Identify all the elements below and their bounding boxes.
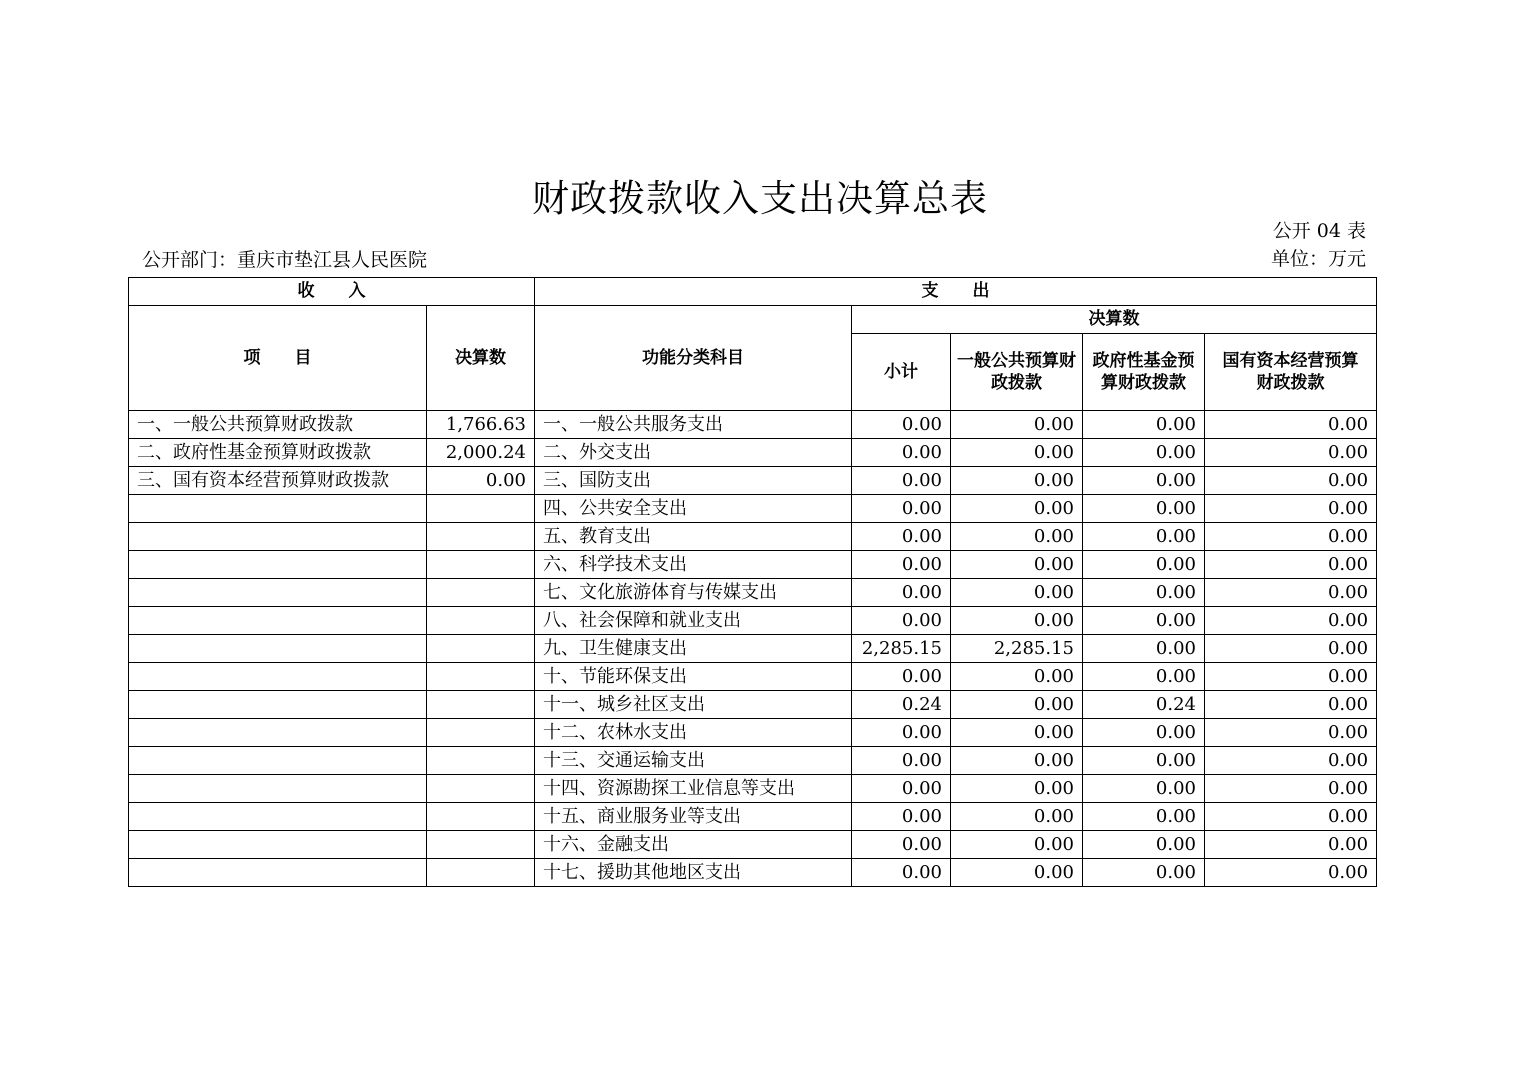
income-amount-cell [427, 495, 535, 523]
state-capital-cell: 0.00 [1205, 719, 1377, 747]
income-item-cell [129, 719, 427, 747]
general-budget-cell: 0.00 [951, 663, 1083, 691]
income-amount-cell [427, 523, 535, 551]
subtotal-cell: 0.00 [852, 663, 951, 691]
category-cell: 四、公共安全支出 [535, 495, 852, 523]
state-capital-cell: 0.00 [1205, 803, 1377, 831]
gov-fund-cell: 0.00 [1083, 803, 1205, 831]
income-item-cell [129, 691, 427, 719]
general-budget-cell: 0.00 [951, 775, 1083, 803]
general-budget-cell: 0.00 [951, 691, 1083, 719]
income-item-cell: 二、政府性基金预算财政拨款 [129, 439, 427, 467]
income-amount-cell [427, 775, 535, 803]
table-row [129, 663, 1377, 691]
state-capital-cell: 0.00 [1205, 775, 1377, 803]
category-cell: 一、一般公共服务支出 [535, 411, 852, 439]
state-capital-cell: 0.00 [1205, 607, 1377, 635]
income-item-cell: 一、一般公共预算财政拨款 [129, 411, 427, 439]
table-row [129, 523, 1377, 551]
category-cell: 二、外交支出 [535, 439, 852, 467]
table-row [129, 495, 1377, 523]
state-capital-header: 国有资本经营预算财政拨款 [1205, 334, 1377, 411]
table-row [129, 775, 1377, 803]
table-row [129, 439, 1377, 467]
category-cell: 十六、金融支出 [535, 831, 852, 859]
state-capital-cell: 0.00 [1205, 523, 1377, 551]
gov-fund-cell: 0.00 [1083, 607, 1205, 635]
category-cell: 十四、资源勘探工业信息等支出 [535, 775, 852, 803]
table-row [129, 635, 1377, 663]
income-item-cell [129, 635, 427, 663]
subtotal-cell: 2,285.15 [852, 635, 951, 663]
category-cell: 十一、城乡社区支出 [535, 691, 852, 719]
general-budget-cell: 0.00 [951, 495, 1083, 523]
subtotal-header: 小计 [852, 334, 951, 411]
category-cell: 九、卫生健康支出 [535, 635, 852, 663]
table-row [129, 579, 1377, 607]
table-row [129, 551, 1377, 579]
state-capital-cell: 0.00 [1205, 411, 1377, 439]
subtotal-cell: 0.00 [852, 775, 951, 803]
income-item-cell [129, 831, 427, 859]
income-amount-cell [427, 803, 535, 831]
func-category-header: 功能分类科目 [535, 306, 852, 411]
gov-fund-cell: 0.00 [1083, 579, 1205, 607]
final-amount-group-header: 决算数 [852, 306, 1377, 334]
gov-fund-cell: 0.00 [1083, 495, 1205, 523]
category-cell: 六、科学技术支出 [535, 551, 852, 579]
expense-header: 支 出 [535, 278, 1377, 306]
income-item-cell: 三、国有资本经营预算财政拨款 [129, 467, 427, 495]
income-amount-cell [427, 635, 535, 663]
final-amount-header: 决算数 [427, 306, 535, 411]
income-amount-cell [427, 663, 535, 691]
income-item-cell [129, 775, 427, 803]
gov-fund-cell: 0.00 [1083, 719, 1205, 747]
income-header: 收 入 [129, 278, 535, 306]
income-item-cell [129, 495, 427, 523]
category-cell: 十五、商业服务业等支出 [535, 803, 852, 831]
subtotal-cell: 0.00 [852, 579, 951, 607]
gov-fund-cell: 0.00 [1083, 467, 1205, 495]
state-capital-cell: 0.00 [1205, 663, 1377, 691]
general-budget-cell: 2,285.15 [951, 635, 1083, 663]
gov-fund-cell: 0.00 [1083, 411, 1205, 439]
gov-fund-cell: 0.00 [1083, 439, 1205, 467]
income-item-cell [129, 663, 427, 691]
income-amount-cell [427, 691, 535, 719]
general-budget-cell: 0.00 [951, 803, 1083, 831]
subtotal-cell: 0.00 [852, 523, 951, 551]
income-amount-cell [427, 551, 535, 579]
subtotal-cell: 0.00 [852, 467, 951, 495]
income-amount-cell [427, 831, 535, 859]
state-capital-cell: 0.00 [1205, 691, 1377, 719]
general-budget-cell: 0.00 [951, 439, 1083, 467]
general-budget-cell: 0.00 [951, 411, 1083, 439]
table-row [129, 719, 1377, 747]
income-amount-cell [427, 719, 535, 747]
table-row [129, 803, 1377, 831]
subtotal-cell: 0.00 [852, 411, 951, 439]
category-cell: 十二、农林水支出 [535, 719, 852, 747]
item-header: 项 目 [129, 306, 427, 411]
category-cell: 三、国防支出 [535, 467, 852, 495]
gov-fund-cell: 0.00 [1083, 747, 1205, 775]
income-item-cell [129, 803, 427, 831]
subtotal-cell: 0.00 [852, 831, 951, 859]
page-title: 财政拨款收入支出决算总表 [532, 177, 988, 220]
subtotal-cell: 0.00 [852, 607, 951, 635]
income-amount-cell [427, 607, 535, 635]
category-cell: 八、社会保障和就业支出 [535, 607, 852, 635]
subtotal-cell: 0.00 [852, 747, 951, 775]
subtotal-cell: 0.00 [852, 551, 951, 579]
income-item-cell [129, 579, 427, 607]
form-number: 公开 04 表 [1272, 220, 1366, 242]
state-capital-cell: 0.00 [1205, 495, 1377, 523]
state-capital-cell: 0.00 [1205, 579, 1377, 607]
category-cell: 十三、交通运输支出 [535, 747, 852, 775]
income-amount-cell [427, 579, 535, 607]
gov-fund-cell: 0.00 [1083, 635, 1205, 663]
table-row [129, 411, 1377, 439]
gov-fund-cell: 0.00 [1083, 859, 1205, 887]
income-item-cell [129, 747, 427, 775]
gov-fund-cell: 0.00 [1083, 831, 1205, 859]
department-label: 公开部门：重庆市垫江县人民医院 [142, 249, 428, 271]
state-capital-cell: 0.00 [1205, 551, 1377, 579]
table-row [129, 859, 1377, 887]
income-amount-cell: 2,000.24 [427, 439, 535, 467]
gov-fund-cell: 0.24 [1083, 691, 1205, 719]
state-capital-cell: 0.00 [1205, 747, 1377, 775]
general-budget-cell: 0.00 [951, 607, 1083, 635]
income-item-cell [129, 859, 427, 887]
general-budget-cell: 0.00 [951, 523, 1083, 551]
income-item-cell [129, 607, 427, 635]
general-budget-cell: 0.00 [951, 859, 1083, 887]
subtotal-cell: 0.00 [852, 859, 951, 887]
subtotal-cell: 0.00 [852, 495, 951, 523]
gov-fund-header: 政府性基金预算财政拨款 [1083, 334, 1205, 411]
gov-fund-cell: 0.00 [1083, 775, 1205, 803]
income-amount-cell [427, 859, 535, 887]
income-item-cell [129, 551, 427, 579]
general-budget-cell: 0.00 [951, 579, 1083, 607]
unit-label: 单位：万元 [1270, 248, 1366, 270]
category-cell: 十、节能环保支出 [535, 663, 852, 691]
gov-fund-cell: 0.00 [1083, 551, 1205, 579]
general-budget-cell: 0.00 [951, 831, 1083, 859]
general-budget-cell: 0.00 [951, 747, 1083, 775]
general-budget-cell: 0.00 [951, 551, 1083, 579]
income-item-cell [129, 523, 427, 551]
category-cell: 五、教育支出 [535, 523, 852, 551]
budget-table [128, 277, 1377, 887]
general-budget-header: 一般公共预算财政拨款 [951, 334, 1083, 411]
income-amount-cell [427, 747, 535, 775]
general-budget-cell: 0.00 [951, 467, 1083, 495]
gov-fund-cell: 0.00 [1083, 663, 1205, 691]
table-row [129, 467, 1377, 495]
subtotal-cell: 0.00 [852, 719, 951, 747]
state-capital-cell: 0.00 [1205, 635, 1377, 663]
table-row [129, 831, 1377, 859]
state-capital-cell: 0.00 [1205, 859, 1377, 887]
category-cell: 十七、援助其他地区支出 [535, 859, 852, 887]
table-row [129, 691, 1377, 719]
subtotal-cell: 0.24 [852, 691, 951, 719]
table-row [129, 747, 1377, 775]
state-capital-cell: 0.00 [1205, 439, 1377, 467]
category-cell: 七、文化旅游体育与传媒支出 [535, 579, 852, 607]
income-amount-cell: 1,766.63 [427, 411, 535, 439]
state-capital-cell: 0.00 [1205, 467, 1377, 495]
table-body [129, 411, 1377, 887]
general-budget-cell: 0.00 [951, 719, 1083, 747]
subtotal-cell: 0.00 [852, 803, 951, 831]
income-amount-cell: 0.00 [427, 467, 535, 495]
state-capital-cell: 0.00 [1205, 831, 1377, 859]
subtotal-cell: 0.00 [852, 439, 951, 467]
table-row [129, 607, 1377, 635]
gov-fund-cell: 0.00 [1083, 523, 1205, 551]
